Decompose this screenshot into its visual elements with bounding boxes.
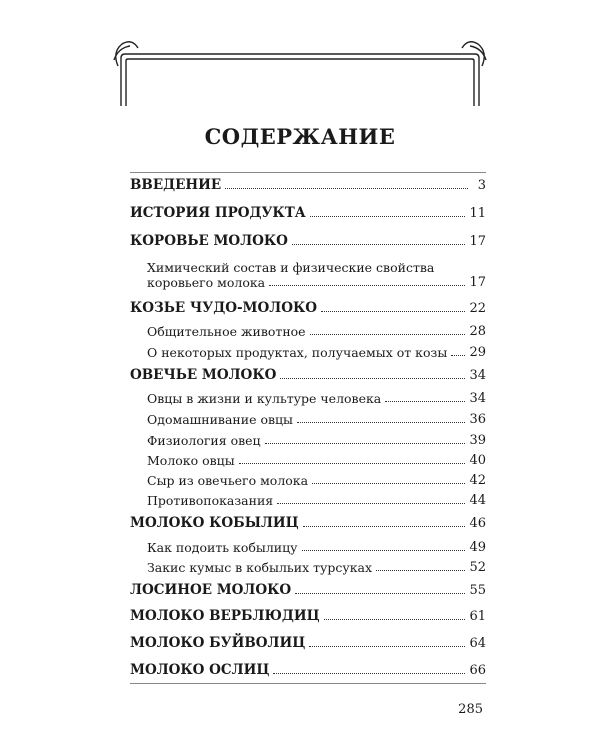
toc-entry-page: 3 bbox=[477, 178, 486, 193]
toc-entry-label: ОВЕЧЬЕ МОЛОКО bbox=[130, 367, 277, 383]
toc-entry-page: 66 bbox=[469, 663, 486, 678]
toc-entry[interactable] bbox=[130, 608, 486, 624]
toc-subentry[interactable] bbox=[147, 540, 486, 555]
dot-leader bbox=[312, 482, 465, 484]
toc-subentry[interactable] bbox=[147, 473, 486, 488]
toc-entry-label: Овцы в жизни и культуре человека bbox=[147, 391, 382, 406]
dot-leader bbox=[277, 502, 465, 504]
toc-entry[interactable] bbox=[130, 582, 486, 598]
toc-entry-page: 42 bbox=[469, 473, 486, 488]
toc-entry-page: 44 bbox=[469, 493, 486, 508]
top-rule bbox=[130, 172, 486, 173]
ornamental-frame bbox=[0, 0, 600, 110]
toc-entry-page: 28 bbox=[469, 324, 486, 339]
toc-entry[interactable] bbox=[130, 662, 486, 678]
toc-subentry[interactable] bbox=[147, 275, 486, 290]
toc-entry-label: МОЛОКО БУЙВОЛИЦ bbox=[130, 635, 306, 651]
toc-entry-page: 22 bbox=[469, 301, 486, 316]
toc-entry-label: КОРОВЬЕ МОЛОКО bbox=[130, 233, 288, 249]
dot-leader bbox=[385, 400, 465, 402]
page-title: СОДЕРЖАНИЕ bbox=[204, 124, 396, 149]
dot-leader bbox=[269, 284, 465, 286]
toc-entry-label: коровьего молока bbox=[147, 275, 266, 290]
toc-entry-label: КОЗЬЕ ЧУДО-МОЛОКО bbox=[130, 300, 317, 316]
dot-leader bbox=[295, 592, 465, 594]
toc-subentry-line: Химический состав и физические свойства bbox=[147, 260, 435, 275]
toc-subentry[interactable] bbox=[147, 391, 486, 406]
dot-leader bbox=[310, 215, 466, 217]
dot-leader bbox=[265, 442, 466, 444]
toc-entry-page: 55 bbox=[469, 583, 486, 598]
dot-leader bbox=[309, 645, 465, 647]
toc-entry-label: Молоко овцы bbox=[147, 453, 235, 468]
toc-entry-page: 17 bbox=[469, 234, 486, 249]
toc-entry-page: 17 bbox=[469, 275, 486, 290]
toc-entry-page: 46 bbox=[469, 516, 486, 531]
toc-entry-page: 64 bbox=[469, 636, 486, 651]
dot-leader bbox=[302, 549, 466, 551]
dot-leader bbox=[297, 421, 465, 423]
dot-leader bbox=[303, 525, 466, 527]
toc-entry-page: 11 bbox=[469, 206, 486, 221]
toc-entry-page: 34 bbox=[469, 391, 486, 406]
dot-leader bbox=[239, 462, 466, 464]
toc-entry-label: ЛОСИНОЕ МОЛОКО bbox=[130, 582, 292, 598]
toc-entry-page: 39 bbox=[469, 433, 486, 448]
toc-entry-label: МОЛОКО ВЕРБЛЮДИЦ bbox=[130, 608, 320, 624]
toc-subentry[interactable] bbox=[147, 453, 486, 468]
dot-leader bbox=[273, 672, 465, 674]
dot-leader bbox=[225, 187, 468, 189]
toc-entry-label: Сыр из овечьего молока bbox=[147, 473, 309, 488]
dot-leader bbox=[280, 377, 465, 379]
toc-entry-label: ВВЕДЕНИЕ bbox=[130, 177, 222, 193]
toc-entry-label: Одомашнивание овцы bbox=[147, 412, 294, 427]
toc-entry-label: ИСТОРИЯ ПРОДУКТА bbox=[130, 205, 306, 221]
dot-leader bbox=[324, 618, 466, 620]
toc-entry-label: О некоторых продуктах, получаемых от козы bbox=[147, 345, 448, 360]
toc-entry[interactable] bbox=[130, 233, 486, 249]
toc-entry-page: 61 bbox=[469, 609, 486, 624]
toc-entry-label: Закис кумыс в кобыльих турсуках bbox=[147, 560, 373, 575]
toc-entry[interactable] bbox=[130, 177, 486, 193]
dot-leader bbox=[292, 243, 466, 245]
toc-entry[interactable] bbox=[130, 515, 486, 531]
toc-subentry[interactable] bbox=[147, 493, 486, 508]
toc-entry[interactable] bbox=[130, 635, 486, 651]
toc-subentry[interactable] bbox=[147, 324, 486, 339]
dot-leader bbox=[376, 569, 465, 571]
toc-entry-label: МОЛОКО ОСЛИЦ bbox=[130, 662, 270, 678]
dot-leader bbox=[321, 310, 465, 312]
page-number: 285 bbox=[458, 702, 483, 717]
toc-entry-label: Как подоить кобылицу bbox=[147, 540, 298, 555]
toc-entry-label: МОЛОКО КОБЫЛИЦ bbox=[130, 515, 299, 531]
toc-entry-page: 36 bbox=[469, 412, 486, 427]
toc-entry[interactable] bbox=[130, 205, 486, 221]
toc-entry-page: 29 bbox=[469, 345, 486, 360]
toc-subentry[interactable] bbox=[147, 412, 486, 427]
toc-subentry[interactable] bbox=[147, 560, 486, 575]
toc-entry-label: Физиология овец bbox=[147, 433, 261, 448]
toc-entry-label: Общительное животное bbox=[147, 324, 306, 339]
dot-leader bbox=[310, 333, 466, 335]
toc-entry-page: 34 bbox=[469, 368, 486, 383]
bottom-rule bbox=[130, 683, 486, 684]
dot-leader bbox=[451, 354, 465, 356]
toc-entry-page: 49 bbox=[469, 540, 486, 555]
toc-subentry[interactable] bbox=[147, 433, 486, 448]
toc-entry-label: Противопоказания bbox=[147, 493, 274, 508]
toc-entry-page: 40 bbox=[469, 453, 486, 468]
toc-entry-page: 52 bbox=[469, 560, 486, 575]
toc-entry[interactable] bbox=[130, 367, 486, 383]
toc-entry[interactable] bbox=[130, 300, 486, 316]
toc-subentry[interactable] bbox=[147, 345, 486, 360]
